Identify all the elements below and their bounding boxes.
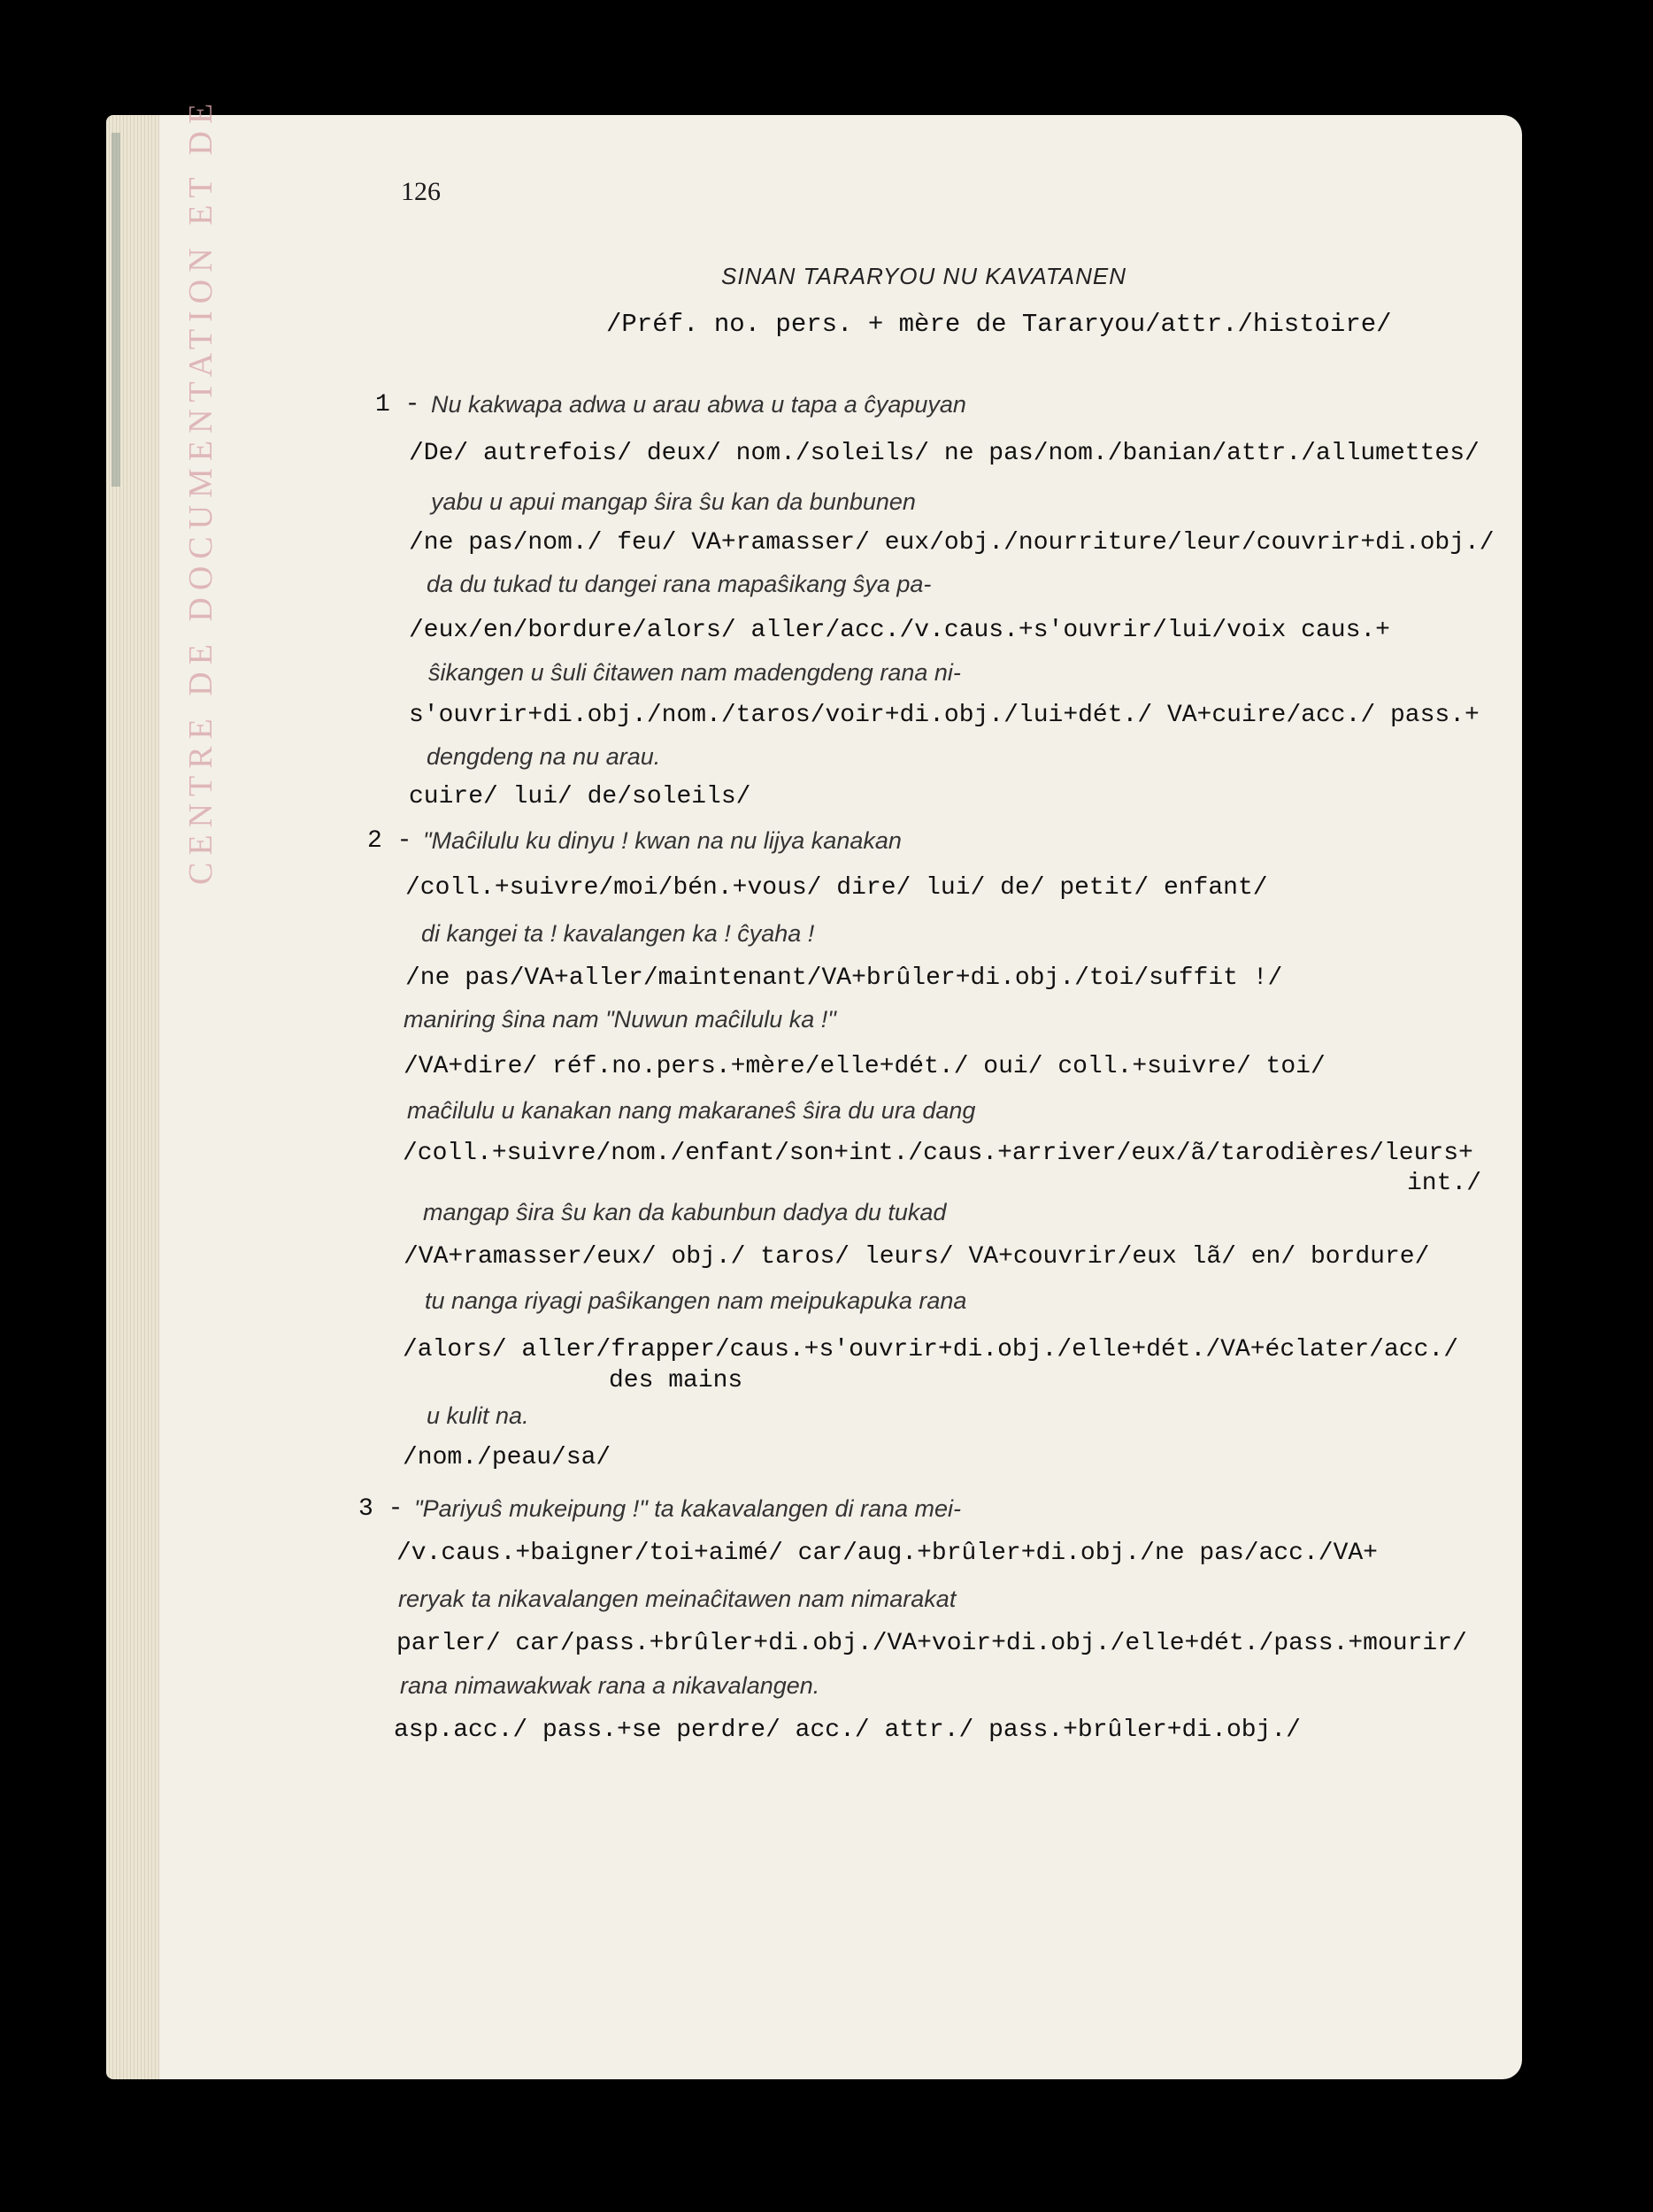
vernacular-line: dengdeng na nu arau.: [427, 743, 661, 770]
gloss-line: parler/ car/pass.+brûler+di.obj./VA+voir+di.obj./elle+dét./pass.+mourir/: [396, 1630, 1467, 1657]
vernacular-line: di kangei ta ! kavalangen ka ! ĉyaha !: [421, 920, 815, 947]
gloss-line: s'ouvrir+di.obj./nom./taros/voir+di.obj./lui+dét./ VA+cuire/acc./ pass.+: [409, 702, 1480, 729]
section-number-3: 3 -: [358, 1495, 404, 1523]
gloss-line: /VA+ramasser/eux/ obj./ taros/ leurs/ VA+couvrir/eux lã/ en/ bordure/: [404, 1243, 1430, 1271]
vernacular-line: u kulit na.: [427, 1402, 529, 1429]
page-number: 126: [401, 177, 441, 206]
vernacular-line: maniring ŝina nam "Nuwun maĉilulu ka !": [404, 1006, 836, 1033]
vernacular-line: yabu u apui mangap ŝira ŝu kan da bunbunen: [431, 488, 916, 515]
vernacular-line: da du tukad tu dangei rana mapaŝikang ŝya pa-: [427, 571, 932, 597]
story-title: SINAN TARARYOU NU KAVATANEN: [721, 263, 1127, 289]
gloss-line: /coll.+suivre/moi/bén.+vous/ dire/ lui/ de/ petit/ enfant/: [405, 874, 1268, 902]
vernacular-line: Nu kakwapa adwa u arau abwa u tapa a ĉyapuyan: [431, 391, 966, 418]
gloss-line: /VA+dire/ réf.no.pers.+mère/elle+dét./ oui/ coll.+suivre/ toi/: [404, 1053, 1326, 1080]
title-gloss: /Préf. no. pers. + mère de Tararyou/attr./histoire/: [606, 310, 1392, 339]
spine-mark: [111, 133, 120, 487]
library-stamp: CENTRE DE DOCUMENTATION ET DE: [182, 96, 219, 885]
gloss-line: cuire/ lui/ de/soleils/: [409, 783, 751, 810]
gloss-line: /nom./peau/sa/: [403, 1444, 611, 1471]
section-number-2: 2 -: [367, 827, 412, 855]
section-number-1: 1 -: [375, 391, 420, 419]
vernacular-line: tu nanga riyagi paŝikangen nam meipukapuka rana: [425, 1287, 967, 1314]
gloss-line: /coll.+suivre/nom./enfant/son+int./caus.+arriver/eux/ã/tarodières/leurs+: [403, 1140, 1473, 1167]
gloss-line: /ne pas/nom./ feu/ VA+ramasser/ eux/obj./nourriture/leur/couvrir+di.obj./: [409, 529, 1495, 557]
gloss-line: /alors/ aller/frapper/caus.+s'ouvrir+di.obj./elle+dét./VA+éclater/acc./: [403, 1336, 1458, 1363]
gloss-line: /De/ autrefois/ deux/ nom./soleils/ ne pas/nom./banian/attr./allumettes/: [409, 440, 1480, 467]
gloss-line: /v.caus.+baigner/toi+aimé/ car/aug.+brûler+di.obj./ne pas/acc./VA+: [396, 1540, 1378, 1567]
vernacular-line: reryak ta nikavalangen meinaĉitawen nam nimarakat: [398, 1586, 957, 1612]
gloss-line-continuation: des mains: [609, 1367, 743, 1394]
vernacular-line: "Pariyuŝ mukeipung !" ta kakavalangen di rana mei-: [414, 1495, 961, 1522]
vernacular-line: maĉilulu u kanakan nang makaraneŝ ŝira du ura dang: [407, 1097, 976, 1124]
gloss-line: /ne pas/VA+aller/maintenant/VA+brûler+di.obj./toi/suffit !/: [405, 964, 1283, 992]
gloss-line: asp.acc./ pass.+se perdre/ acc./ attr./ pass.+brûler+di.obj./: [394, 1717, 1301, 1744]
vernacular-line: rana nimawakwak rana a nikavalangen.: [400, 1672, 820, 1699]
gloss-line: /eux/en/bordure/alors/ aller/acc./v.caus.+s'ouvrir/lui/voix caus.+: [409, 617, 1390, 644]
vernacular-line: mangap ŝira ŝu kan da kabunbun dadya du tukad: [423, 1199, 947, 1225]
vernacular-line: "Maĉilulu ku dinyu ! kwan na nu lijya kanakan: [423, 827, 902, 854]
gloss-line-continuation: int./: [1407, 1170, 1482, 1197]
vernacular-line: ŝikangen u ŝuli ĉitawen nam madengdeng rana ni-: [428, 659, 961, 686]
